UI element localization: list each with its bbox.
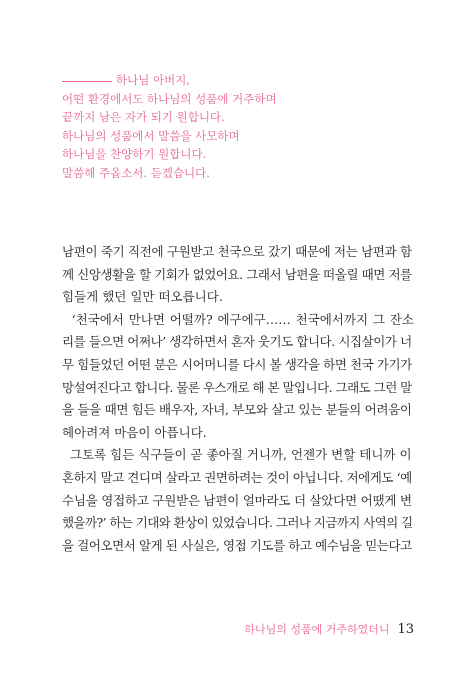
body-line: 혼하지 말고 견디며 살라고 권면하려는 것이 아닙니다. 저에게도 ‘예 <box>62 469 412 485</box>
body-line: 헤아려져 마음이 아픕니다. <box>62 424 207 440</box>
body-line: 망설여진다고 합니다. 물론 우스개로 해 본 말입니다. 그래도 그런 말 <box>62 379 412 395</box>
body-line: 했을까?’ 하는 기대와 환상이 있었습니다. 그러나 지금까지 사역의 길 <box>62 515 413 531</box>
body-line: 힘들게 했던 일만 떠오릅니다. <box>62 289 223 305</box>
body-line: 께 신앙생활을 할 기회가 없었어요. 그래서 남편을 떠올릴 때면 저를 <box>62 266 412 282</box>
body-line: ‘천국에서 만나면 어떨까? 에구에구…… 천국에서까지 그 잔소 <box>62 311 414 327</box>
prayer-line: 하나님을 찬양하기 원합니다. <box>62 147 207 161</box>
body-text <box>62 241 412 557</box>
prayer-dash-rule <box>62 81 112 82</box>
body-line: 무 힘들었던 어떤 분은 시어머니를 다시 볼 생각을 하면 천국 가기가 <box>62 356 412 372</box>
page-footer <box>244 621 414 637</box>
prayer-line: 말씀해 주옵소서. 듣겠습니다. <box>62 165 210 180</box>
prayer-line: 어떤 환경에서도 하나님의 성품에 거주하며 <box>62 91 277 106</box>
running-title: 하나님의 성품에 거주하였더니 <box>244 623 390 636</box>
body-line: 남편이 죽기 직전에 구원받고 천국으로 갔기 때문에 저는 남편과 함 <box>62 244 412 259</box>
prayer-line-text: 하나님 아버지, <box>116 73 190 87</box>
body-line: 리를 들으면 어쩌나’ 생각하면서 혼자 웃기도 합니다. 시집살이가 너 <box>62 334 412 350</box>
prayer-line <box>62 71 422 90</box>
prayer-line: 하나님의 성품에서 말씀을 사모하며 <box>62 128 240 143</box>
prayer-block <box>62 71 422 182</box>
prayer-line: 끝까지 남은 자가 되기 원합니다. <box>62 110 225 124</box>
body-line: 을 들을 때면 힘든 배우자, 자녀, 부모와 살고 있는 분들의 어려움이 <box>62 402 412 418</box>
body-line: 을 걸어오면서 알게 된 사실은, 영접 기도를 하고 예수님을 믿는다고 <box>62 537 412 553</box>
body-line: 수님을 영접하고 구원받은 남편이 얼마라도 더 살았다면 어땠게 변 <box>62 492 412 508</box>
page-number: 13 <box>397 622 414 637</box>
body-line: 그토록 힘든 식구들이 곧 좋아질 거니까, 언젠가 변할 테니까 이 <box>62 447 412 463</box>
